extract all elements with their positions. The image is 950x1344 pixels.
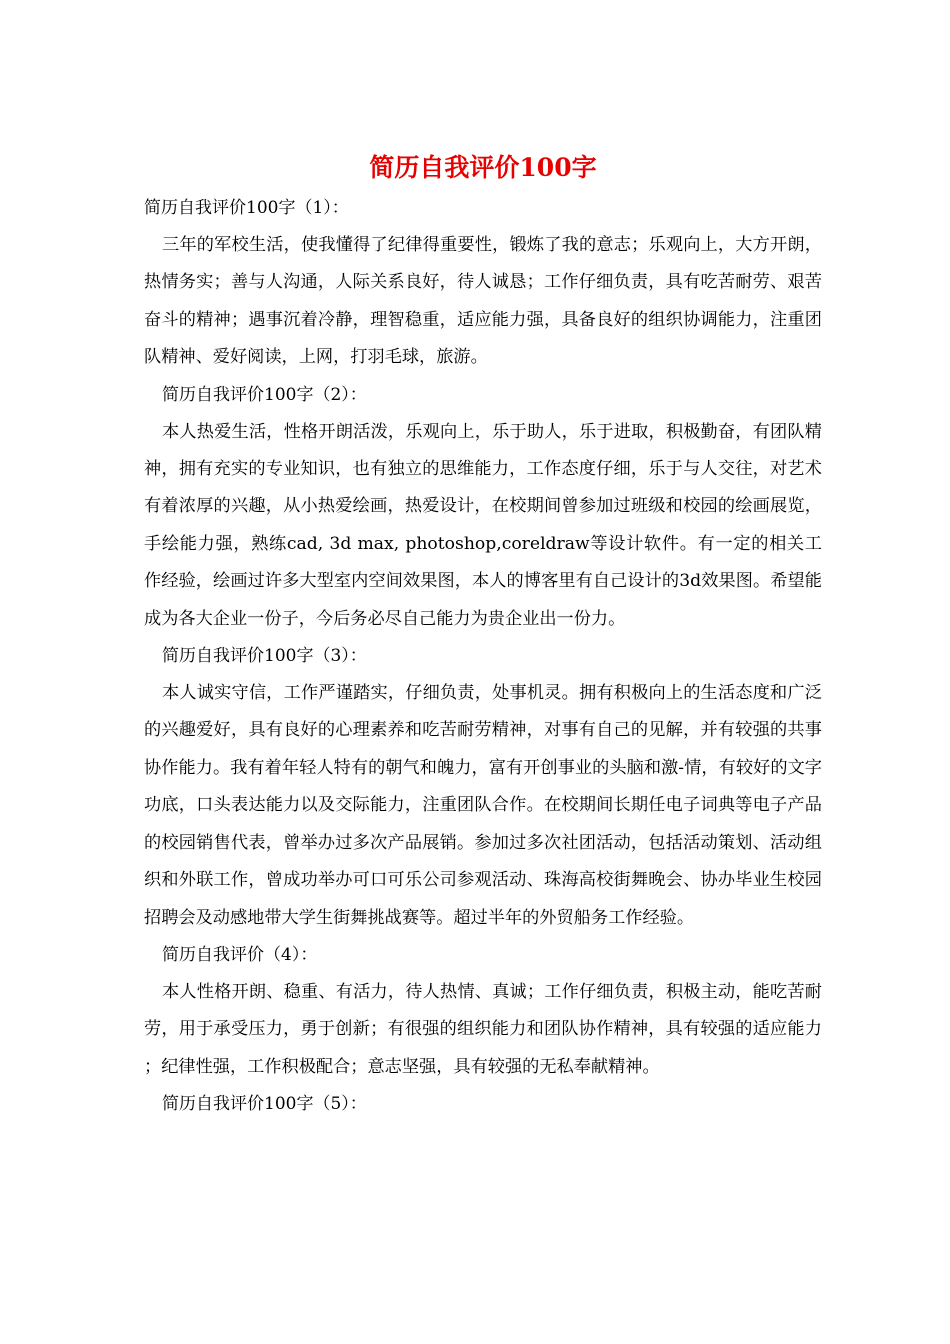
- section-body-1: 三年的军校生活，使我懂得了纪律得重要性，锻炼了我的意志；乐观向上，大方开朗，热情务实；善与人沟通，人际关系良好，待人诚恳；工作仔细负责，具有吃苦耐劳、艰苦奋斗的精神；遇事沉着冷静，理智稳重，适应能力强，具备良好的组织协调能力，注重团队精神、爱好阅读，上网，打羽毛球，旅游。: [144, 235, 822, 368]
- section-body-3: 本人诚实守信，工作严谨踏实，仔细负责，处事机灵。拥有积极向上的生活态度和广泛的兴趣爱好，具有良好的心理素养和吃苦耐劳精神，对事有自己的见解，并有较强的共事协作能力。我有着年轻人特有的朝气和魄力，富有开创事业的头脑和激-情，有较好的文字功底，口头表达能力以及交际能力，注重团队合作。在校期间长期任电子词典等电子产品的校园销售代表，曾举办过多次产品展销。参加过多次社团活动，包括活动策划、活动组织和外联工作，曾成功举办可口可乐公司参观活动、珠海高校街舞晚会、协办毕业生校园招聘会及动感地带大学生街舞挑战赛等。超过半年的外贸船务工作经验。: [144, 683, 822, 928]
- section-heading-4: 简历自我评价（4）：: [162, 944, 318, 965]
- document-title: 简历自我评价100字: [369, 153, 597, 182]
- section-heading-1: 简历自我评价100字（1）：: [144, 198, 349, 218]
- section-heading-3: 简历自我评价100字（3）：: [162, 646, 367, 667]
- section-heading-2: 简历自我评价100字（2）：: [162, 384, 367, 405]
- section-body-4: 本人性格开朗、稳重、有活力，待人热情、真诚；工作仔细负责，积极主动，能吃苦耐劳，用于承受压力，勇于创新；有很强的组织能力和团队协作精神，具有较强的适应能力；纪律性强，工作积极配合；意志坚强，具有较强的无私奉献精神。: [144, 981, 822, 1077]
- section-body-2: 本人热爱生活，性格开朗活泼，乐观向上，乐于助人，乐于进取，积极勤奋，有团队精神，拥有充实的专业知识，也有独立的思维能力，工作态度仔细，乐于与人交往，对艺术有着浓厚的兴趣，从小热爱绘画，热爱设计，在校期间曾参加过班级和校园的绘画展览，手绘能力强，熟练cad, 3d max, photoshop,coreldraw等设计软件。有一定的相关工作经验，绘画过许多大型室内空间效果图，本人的博客里有自己设计的3d效果图。希望能成为各大企业一份子，今后务必尽自己能力为贵企业出一份力。: [144, 421, 822, 629]
- section-heading-5: 简历自我评价100字（5）：: [162, 1094, 367, 1115]
